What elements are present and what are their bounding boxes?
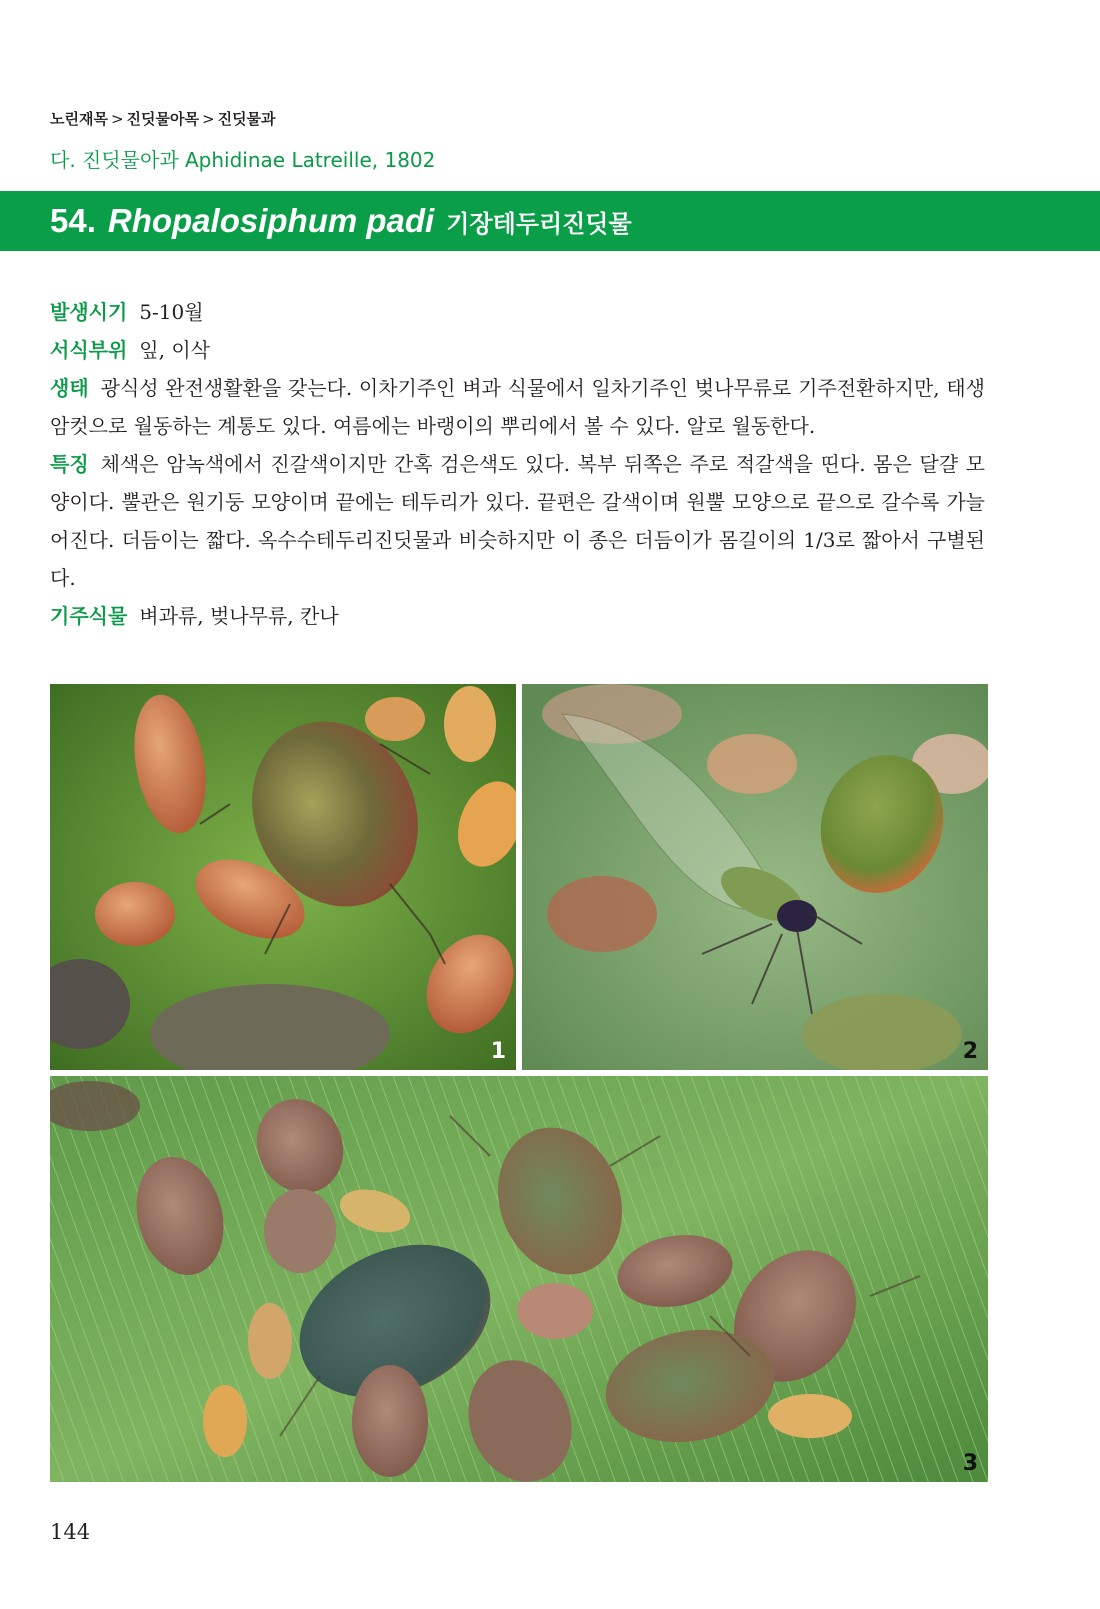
breadcrumb-separator: > bbox=[202, 110, 215, 128]
photo-3-illustration bbox=[50, 1076, 988, 1482]
subfamily-heading: 다. 진딧물아과 Aphidinae Latreille, 1802 bbox=[50, 148, 436, 172]
breadcrumb-separator: > bbox=[110, 110, 124, 128]
photo-number: 1 bbox=[490, 1039, 506, 1064]
photo-number: 2 bbox=[962, 1039, 978, 1064]
section-habitat bbox=[50, 331, 985, 369]
photo-number: 3 bbox=[962, 1451, 978, 1476]
section-characteristics bbox=[50, 445, 985, 597]
species-title-bar bbox=[0, 191, 1100, 251]
species-common-name: 기장테두리진딧물 bbox=[446, 210, 632, 238]
section-text: 잎, 이삭 bbox=[139, 338, 210, 362]
page-number: 144 bbox=[50, 1520, 91, 1544]
section-ecology bbox=[50, 369, 985, 445]
section-occurrence bbox=[50, 293, 985, 331]
section-text: 광식성 완전생활환을 갖는다. 이차기주인 벼과 식물에서 일차기주인 벚나무류로 기주전환하지만, 태생암컷으로 월동하는 계통도 있다. 여름에는 바랭이의 뿌리에서 볼 수 있다. 알로 월동한다. bbox=[50, 376, 985, 438]
species-number: 54. bbox=[50, 202, 96, 239]
section-label: 서식부위 bbox=[50, 338, 128, 362]
breadcrumb-family: 진딧물과 bbox=[217, 110, 276, 128]
photo-2 bbox=[522, 684, 988, 1070]
section-host-plants bbox=[50, 597, 985, 635]
section-text: 벼과류, 벚나무류, 칸나 bbox=[139, 604, 339, 628]
breadcrumb-suborder: 진딧물아목 bbox=[126, 110, 199, 128]
section-label: 발생시기 bbox=[50, 300, 128, 324]
photo-1 bbox=[50, 684, 516, 1070]
section-text: 체색은 암녹색에서 진갈색이지만 간혹 검은색도 있다. 복부 뒤쪽은 주로 적갈색을 띤다. 몸은 달걀 모양이다. 뿔관은 원기둥 모양이며 끝에는 테두리가 있다. 끝편은 갈색이며 원뿔 모양으로 끝으로 갈수록 가늘어진다. 더듬이는 짧다. 옥수수테두리진딧물과 비슷하지만 이 종은 더듬이가 몸길이의 1/3로 짧아서 구별된다. bbox=[50, 452, 985, 590]
photo-3 bbox=[50, 1076, 988, 1482]
section-label: 특징 bbox=[50, 452, 89, 476]
section-label: 생태 bbox=[50, 376, 89, 400]
breadcrumb bbox=[50, 108, 276, 129]
section-label: 기주식물 bbox=[50, 604, 128, 628]
species-scientific-name: Rhopalosiphum padi bbox=[107, 202, 435, 239]
section-text: 5-10월 bbox=[139, 300, 204, 324]
photo-2-illustration bbox=[522, 684, 988, 1070]
breadcrumb-order: 노린재목 bbox=[50, 110, 108, 128]
species-description bbox=[50, 293, 985, 635]
photo-1-illustration bbox=[50, 684, 516, 1070]
